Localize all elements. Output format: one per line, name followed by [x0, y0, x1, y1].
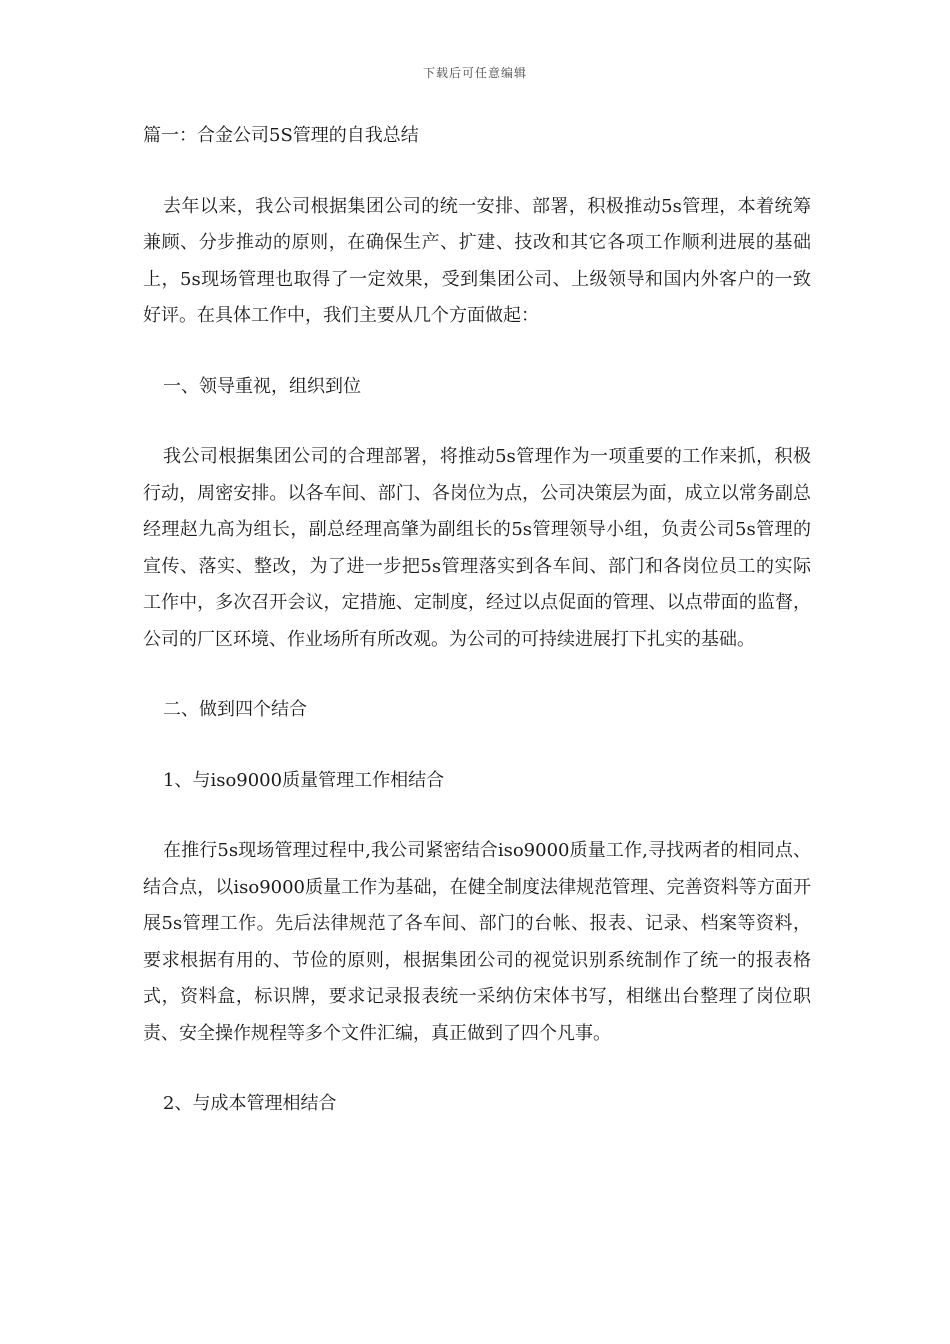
item-2-heading: 2、与成本管理相结合 — [163, 1093, 337, 1114]
section-1-paragraph: 我公司根据集团公司的合理部署，将推动5s管理作为一项重要的工作来抓，积极行动，周密安排。以各车间、部门、各岗位为点，公司决策层为面，成立以常务副总经理赵九高为组长，副总经理高肇为副组长的5s管理领导小组，负责公司5s管理的宣传、落实、整改，为了进一步把5s管理落实到各车间、部门和各岗位员工的实际工作中，多次召开会议，定措施、定制度，经过以点促面的管理、以点带面的监督，公司的厂区环境、作业场所有所改观。为公司的可持续进展打下扎实的基础。 — [143, 446, 811, 650]
document-body — [143, 118, 811, 1123]
item-1-heading: 1、与iso9000质量管理工作相结合 — [163, 769, 445, 791]
document-title: 篇一：合金公司5S管理的自我总结 — [143, 125, 419, 146]
item-1-paragraph: 在推行5s现场管理过程中,我公司紧密结合iso9000质量工作,寻找两者的相同点、结合点，以iso9000质量工作为基础，在健全制度法律规范管理、完善资料等方面开展5s管理工作。先后法律规范了各车间、部门的台帐、报表、记录、档案等资料，要求根据有用的、节俭的原则，根据集团公司的视觉识别系统制作了统一的报表格式，资料盒，标识牌，要求记录报表统一采纳仿宋体书写，相继出台整理了岗位职责、安全操作规程等多个文件汇编，真正做到了四个凡事。 — [143, 840, 811, 1044]
section-2-heading: 二、做到四个结合 — [163, 699, 307, 720]
section-1-heading: 一、领导重视，组织到位 — [163, 375, 361, 397]
intro-paragraph: 去年以来，我公司根据集团公司的统一安排、部署，积极推动5s管理，本着统筹兼顾、分步推动的原则，在确保生产、扩建、技改和其它各项工作顺利进展的基础上，5s现场管理也取得了一定效果，受到集团公司、上级领导和国内外客户的一致好评。在具体工作中，我们主要从几个方面做起： — [143, 195, 811, 326]
header-note: 下载后可任意编辑 — [422, 66, 527, 80]
